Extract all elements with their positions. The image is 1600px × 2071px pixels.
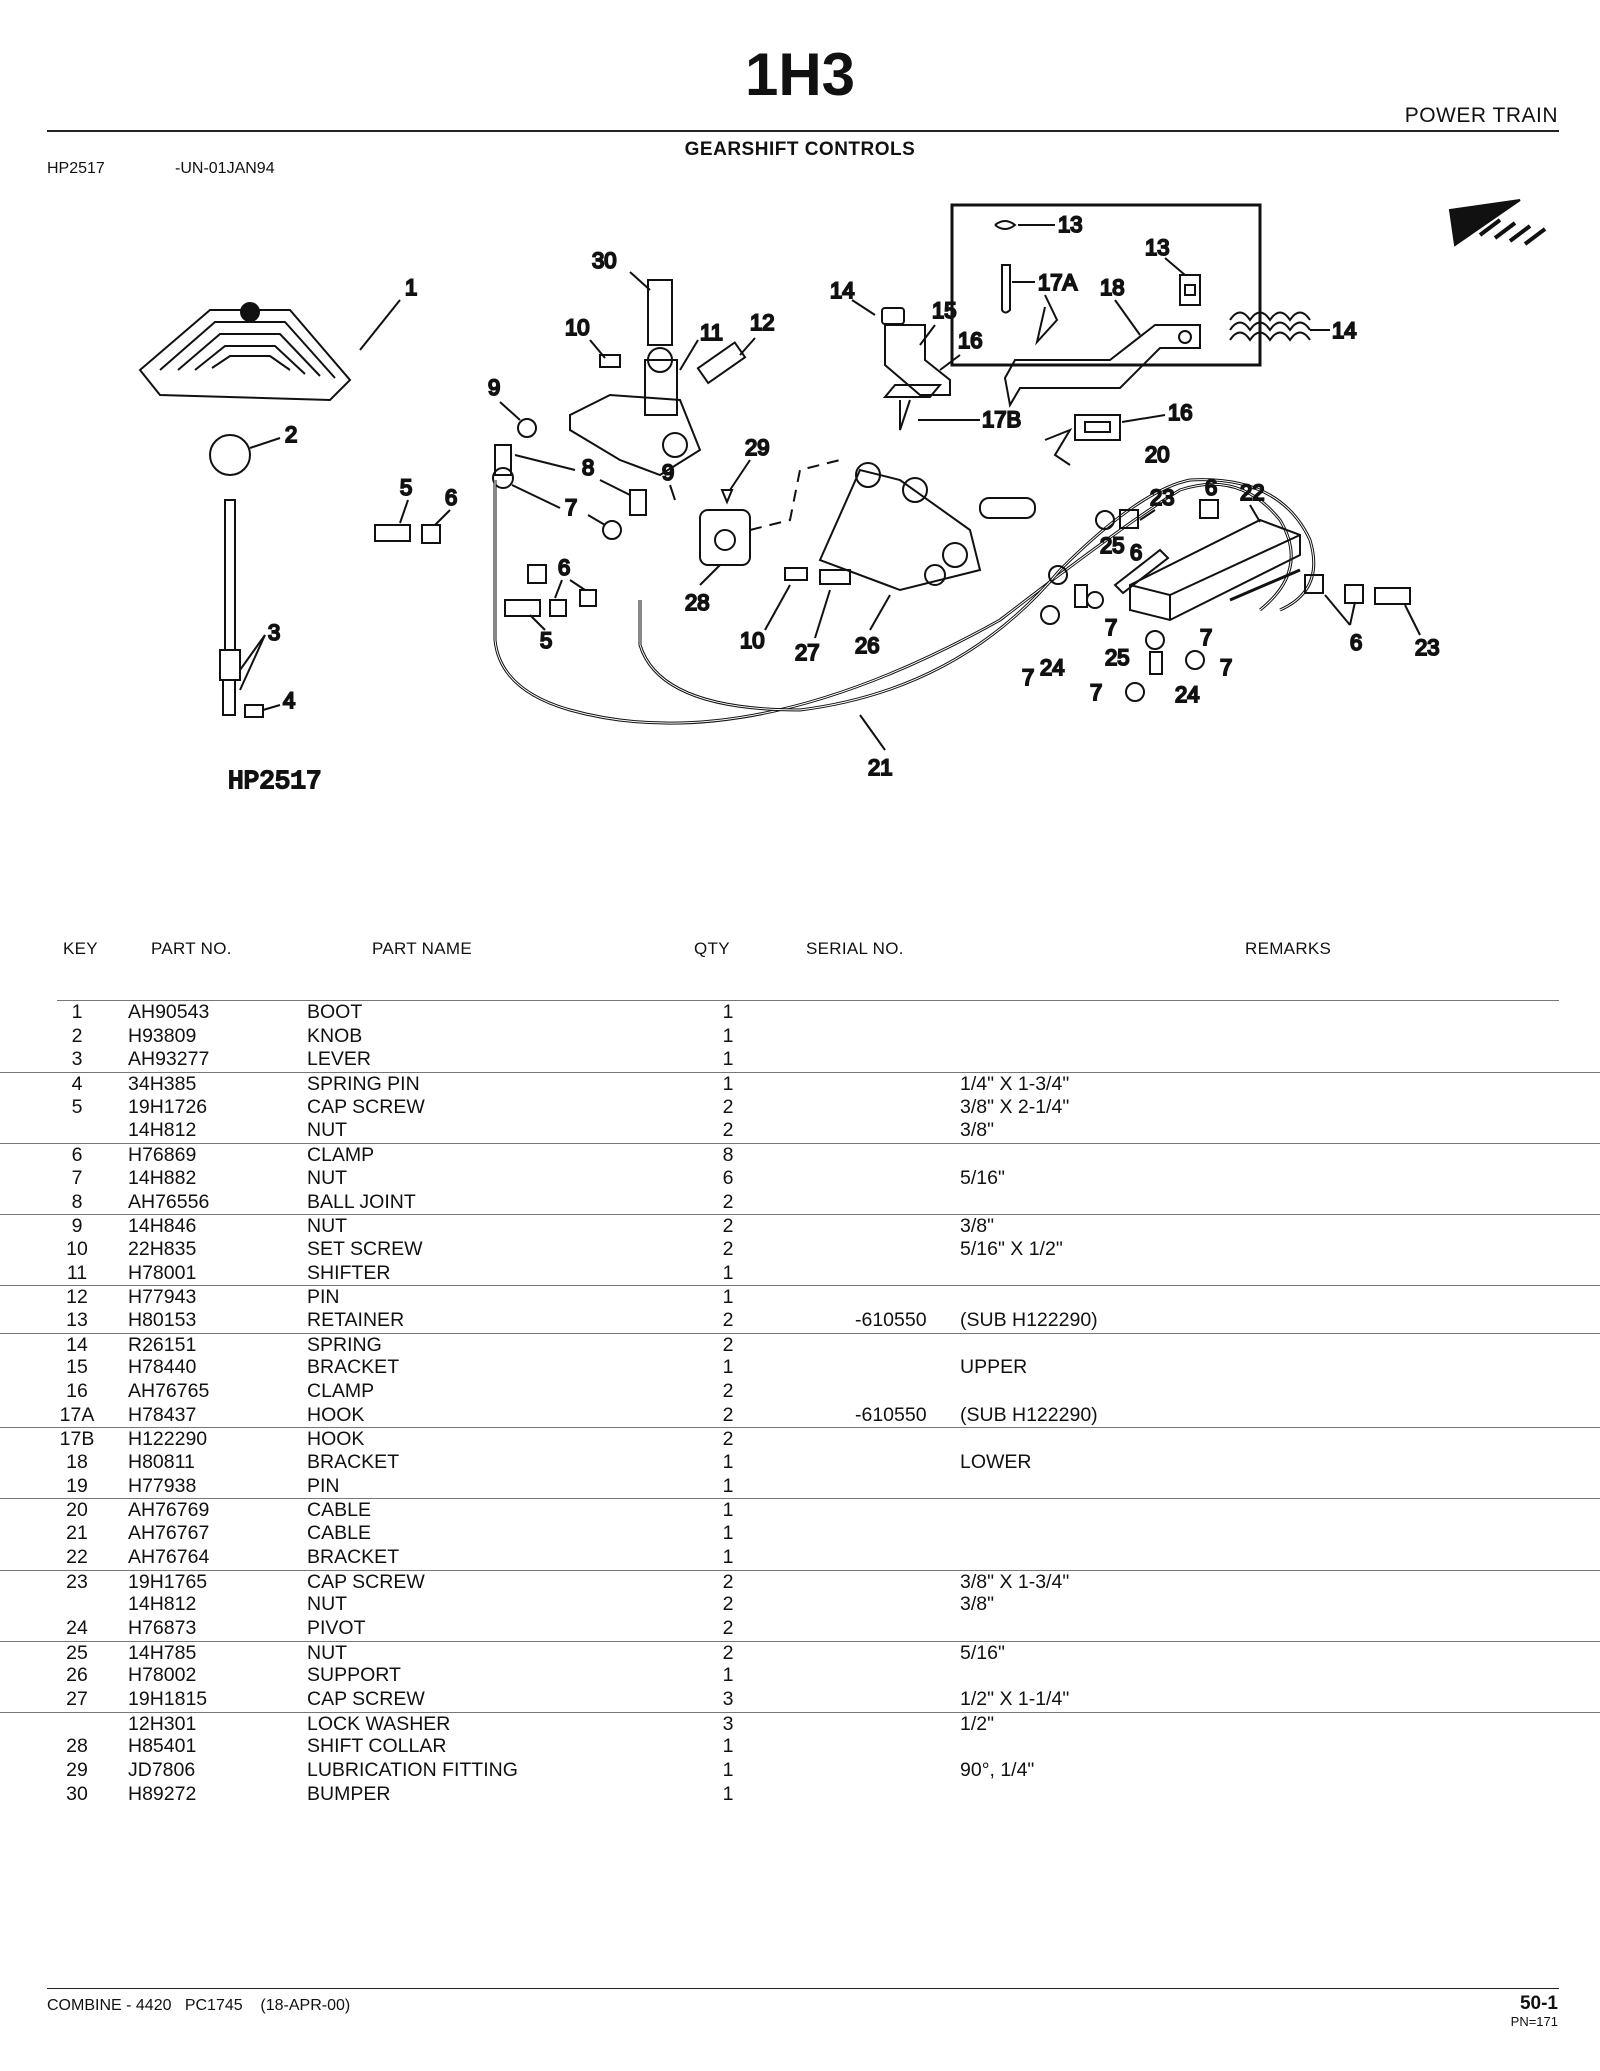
key-cell: 23 bbox=[66, 1570, 88, 1593]
serial-no-cell: -610550 bbox=[855, 1308, 927, 1331]
qty-cell: 2 bbox=[722, 1095, 734, 1118]
part-name-cell: NUT bbox=[307, 1215, 348, 1238]
callout-15: 15 bbox=[932, 298, 957, 323]
footer-divider bbox=[47, 1988, 1559, 1989]
part-name-cell: CAP SCREW bbox=[307, 1570, 425, 1593]
table-row bbox=[0, 1641, 1600, 1665]
key-cell: 1 bbox=[71, 1001, 83, 1023]
retainer-clip-icon bbox=[1180, 275, 1200, 305]
qty-cell: 2 bbox=[722, 1308, 734, 1331]
part-no-cell: H78440 bbox=[128, 1356, 197, 1379]
table-row bbox=[0, 1617, 1600, 1641]
spring-pin-icon bbox=[245, 705, 263, 717]
callout-12: 12 bbox=[750, 310, 775, 335]
remarks-cell: 3/8" bbox=[960, 1215, 995, 1238]
cable-icon bbox=[640, 480, 1314, 710]
table-row bbox=[0, 1143, 1600, 1167]
part-no-cell: H93809 bbox=[128, 1024, 197, 1047]
table-row bbox=[0, 1380, 1600, 1404]
part-name-cell: LEVER bbox=[307, 1048, 371, 1071]
column-header-key: KEY bbox=[63, 939, 98, 958]
part-no-cell: 14H812 bbox=[128, 1119, 197, 1142]
callout-27: 27 bbox=[795, 640, 820, 665]
part-no-cell: H80153 bbox=[128, 1308, 197, 1331]
table-row bbox=[0, 1001, 1600, 1025]
table-row bbox=[0, 1238, 1600, 1262]
key-cell: 12 bbox=[66, 1286, 88, 1309]
remarks-cell: 3/8" X 2-1/4" bbox=[960, 1095, 1070, 1118]
remarks-cell: 1/2" bbox=[960, 1712, 995, 1735]
part-name-cell: SHIFTER bbox=[307, 1261, 391, 1284]
callout-14: 14 bbox=[1332, 318, 1357, 343]
qty-cell: 1 bbox=[722, 1735, 734, 1758]
part-no-cell: JD7806 bbox=[128, 1759, 196, 1781]
key-cell: 17A bbox=[59, 1403, 95, 1426]
part-no-cell: 14H785 bbox=[128, 1641, 197, 1664]
part-no-cell: H78437 bbox=[128, 1403, 197, 1426]
part-name-cell: SET SCREW bbox=[307, 1237, 423, 1260]
hook-icon bbox=[1002, 265, 1010, 313]
table-row bbox=[0, 1570, 1600, 1594]
remarks-cell: 1/2" X 1-1/4" bbox=[960, 1687, 1070, 1710]
key-cell: 9 bbox=[71, 1215, 83, 1238]
callout-23: 23 bbox=[1415, 635, 1440, 660]
clamp-icon bbox=[885, 385, 940, 397]
callout-16: 16 bbox=[958, 328, 983, 353]
cap-screw-icon bbox=[1375, 588, 1410, 604]
key-cell: 2 bbox=[71, 1024, 83, 1047]
part-no-cell: H85401 bbox=[128, 1735, 197, 1758]
key-cell: 27 bbox=[66, 1687, 88, 1710]
key-cell: 26 bbox=[66, 1664, 88, 1687]
image-caption: HP2517 bbox=[228, 766, 322, 796]
table-row bbox=[0, 1783, 1600, 1807]
remarks-cell: LOWER bbox=[960, 1451, 1032, 1474]
part-no-cell: 12H301 bbox=[128, 1712, 197, 1735]
lever-icon bbox=[220, 500, 240, 715]
part-no-cell: H77943 bbox=[128, 1286, 197, 1309]
qty-cell: 1 bbox=[722, 1474, 734, 1497]
table-row bbox=[0, 1427, 1600, 1451]
part-name-cell: CABLE bbox=[307, 1522, 371, 1545]
nut-icon bbox=[603, 521, 621, 539]
callout-6: 6 bbox=[558, 555, 571, 580]
part-no-cell: H80811 bbox=[128, 1451, 195, 1474]
callout-6-right: 6 bbox=[1350, 630, 1363, 655]
bracket-22-icon bbox=[1130, 520, 1300, 620]
qty-cell: 1 bbox=[722, 1261, 734, 1284]
column-header-qty: QTY bbox=[694, 939, 730, 958]
key-cell: 6 bbox=[71, 1144, 83, 1167]
nut-icon bbox=[1041, 606, 1059, 624]
qty-cell: 2 bbox=[722, 1333, 734, 1356]
key-cell: 5 bbox=[71, 1095, 83, 1118]
part-name-cell: NUT bbox=[307, 1119, 348, 1142]
table-row bbox=[0, 1404, 1600, 1428]
remarks-cell: 5/16" bbox=[960, 1641, 1005, 1664]
callout-23: 23 bbox=[1150, 485, 1175, 510]
key-cell: 20 bbox=[66, 1499, 88, 1522]
part-name-cell: PIVOT bbox=[307, 1616, 366, 1639]
part-no-cell: H122290 bbox=[128, 1428, 208, 1451]
callout-6: 6 bbox=[445, 485, 458, 510]
qty-cell: 1 bbox=[722, 1545, 734, 1568]
set-screw-icon bbox=[785, 568, 807, 580]
qty-cell: 1 bbox=[722, 1024, 734, 1047]
part-no-cell: AH90543 bbox=[128, 1001, 210, 1023]
cap-screw-icon bbox=[820, 570, 850, 584]
callout-6: 6 bbox=[1205, 475, 1218, 500]
table-row bbox=[0, 1712, 1600, 1736]
section-label: POWER TRAIN bbox=[1404, 104, 1558, 127]
key-cell: 4 bbox=[71, 1073, 83, 1096]
part-no-cell: 19H1815 bbox=[128, 1687, 208, 1710]
qty-cell: 2 bbox=[722, 1190, 734, 1213]
part-name-cell: HOOK bbox=[307, 1428, 365, 1451]
qty-cell: 2 bbox=[722, 1641, 734, 1664]
table-row bbox=[0, 1593, 1600, 1617]
qty-cell: 3 bbox=[722, 1687, 734, 1710]
part-name-cell: CLAMP bbox=[307, 1380, 375, 1402]
remarks-cell: 3/8" bbox=[960, 1593, 995, 1616]
table-row bbox=[0, 1451, 1600, 1475]
table-row bbox=[0, 1475, 1600, 1499]
part-no-cell: H76869 bbox=[128, 1144, 197, 1167]
callout-21: 21 bbox=[868, 755, 893, 780]
part-no-cell: 34H385 bbox=[128, 1073, 197, 1096]
key-cell: 11 bbox=[66, 1261, 88, 1284]
callout-4: 4 bbox=[283, 688, 296, 713]
page-number: 50-1 bbox=[1519, 1993, 1558, 2014]
nut-icon bbox=[1186, 651, 1204, 669]
callout-1: 1 bbox=[405, 275, 418, 300]
part-name-cell: BOOT bbox=[307, 1001, 363, 1023]
key-cell: 28 bbox=[66, 1735, 88, 1758]
callout-9: 9 bbox=[662, 460, 675, 485]
parts-table bbox=[0, 1001, 1600, 1806]
callout-13: 13 bbox=[1058, 212, 1083, 237]
part-no-cell: H77938 bbox=[128, 1474, 197, 1497]
knob-icon bbox=[210, 435, 250, 475]
part-no-cell: 14H882 bbox=[128, 1166, 197, 1189]
pn-label: PN=171 bbox=[1510, 2014, 1558, 2029]
clamp-icon bbox=[1075, 415, 1120, 440]
table-row bbox=[0, 1664, 1600, 1688]
cap-screw-icon bbox=[375, 525, 410, 541]
table-row bbox=[0, 1522, 1600, 1546]
pin-icon bbox=[980, 498, 1035, 518]
part-no-cell: R26151 bbox=[128, 1333, 197, 1356]
pivot-icon bbox=[1075, 585, 1087, 607]
table-row bbox=[0, 1191, 1600, 1215]
qty-cell: 1 bbox=[722, 1356, 734, 1379]
figure-subtitle: GEARSHIFT CONTROLS bbox=[684, 139, 916, 160]
part-name-cell: CAP SCREW bbox=[307, 1687, 425, 1710]
callout-7: 7 bbox=[1105, 615, 1118, 640]
qty-cell: 1 bbox=[722, 1073, 734, 1096]
callout-7: 7 bbox=[565, 495, 578, 520]
part-no-cell: 19H1726 bbox=[128, 1095, 208, 1118]
key-cell: 22 bbox=[66, 1545, 88, 1568]
exploded-parts-diagram bbox=[100, 190, 1580, 940]
direction-arrow-icon bbox=[1450, 200, 1545, 245]
clamp-icon bbox=[528, 565, 546, 583]
qty-cell: 2 bbox=[722, 1119, 734, 1142]
qty-cell: 1 bbox=[722, 1759, 734, 1781]
table-row bbox=[0, 1119, 1600, 1143]
part-no-cell: H78002 bbox=[128, 1664, 197, 1687]
part-no-cell: AH76767 bbox=[128, 1522, 210, 1545]
serial-no-cell: -610550 bbox=[855, 1403, 927, 1426]
qty-cell: 2 bbox=[722, 1237, 734, 1260]
callout-9: 9 bbox=[488, 375, 501, 400]
table-row bbox=[0, 1309, 1600, 1333]
remarks-cell: 1/4" X 1-3/4" bbox=[960, 1073, 1070, 1096]
key-cell: 25 bbox=[66, 1641, 88, 1664]
part-name-cell: CABLE bbox=[307, 1499, 371, 1522]
callout-25: 25 bbox=[1100, 533, 1125, 558]
clamp-icon bbox=[422, 525, 440, 543]
qty-cell: 3 bbox=[722, 1712, 734, 1735]
qty-cell: 2 bbox=[722, 1380, 734, 1402]
callout-29: 29 bbox=[745, 435, 770, 460]
part-name-cell: BALL JOINT bbox=[307, 1190, 416, 1213]
key-cell: 19 bbox=[66, 1474, 88, 1497]
qty-cell: 1 bbox=[722, 1782, 734, 1805]
part-name-cell: HOOK bbox=[307, 1403, 365, 1426]
callout-24: 24 bbox=[1175, 682, 1200, 707]
cap-screw-icon bbox=[505, 600, 540, 616]
part-no-cell: H89272 bbox=[128, 1782, 197, 1805]
header-divider bbox=[47, 130, 1559, 132]
part-no-cell: 22H835 bbox=[128, 1237, 197, 1260]
callout-13: 13 bbox=[1145, 235, 1170, 260]
table-row bbox=[0, 1688, 1600, 1712]
part-no-cell: H76873 bbox=[128, 1616, 197, 1639]
callout-28: 28 bbox=[685, 590, 710, 615]
table-row bbox=[0, 1048, 1600, 1072]
part-no-cell: 14H846 bbox=[128, 1215, 197, 1238]
table-row bbox=[0, 1759, 1600, 1783]
part-no-cell: AH76765 bbox=[128, 1380, 210, 1402]
part-name-cell: CAP SCREW bbox=[307, 1095, 425, 1118]
key-cell: 17B bbox=[59, 1428, 95, 1451]
spring-icon bbox=[882, 308, 904, 324]
qty-cell: 2 bbox=[722, 1403, 734, 1426]
part-name-cell: BUMPER bbox=[307, 1782, 391, 1805]
part-name-cell: PIN bbox=[307, 1474, 340, 1497]
part-name-cell: SPRING PIN bbox=[307, 1073, 420, 1096]
spring-icon bbox=[1230, 313, 1310, 341]
callout-16: 16 bbox=[1168, 400, 1193, 425]
clamp-icon bbox=[550, 600, 566, 616]
callout-17B: 17B bbox=[982, 407, 1022, 432]
key-cell: 16 bbox=[66, 1380, 88, 1402]
part-name-cell: NUT bbox=[307, 1593, 348, 1616]
page-title: 1H3 bbox=[744, 41, 856, 108]
part-name-cell: SHIFT COLLAR bbox=[307, 1735, 447, 1758]
figure-id: HP2517 bbox=[47, 160, 105, 177]
retainer-icon bbox=[995, 221, 1015, 229]
key-cell: 30 bbox=[66, 1782, 88, 1805]
qty-cell: 6 bbox=[722, 1166, 734, 1189]
shift-collar-icon bbox=[700, 510, 750, 565]
part-no-cell: AH76769 bbox=[128, 1499, 210, 1522]
table-row bbox=[0, 1167, 1600, 1191]
hook-icon bbox=[900, 400, 910, 430]
pin-icon bbox=[698, 342, 745, 383]
qty-cell: 1 bbox=[722, 1048, 734, 1071]
table-row bbox=[0, 1262, 1600, 1286]
callout-14: 14 bbox=[830, 278, 855, 303]
part-name-cell: LOCK WASHER bbox=[307, 1712, 451, 1735]
qty-cell: 1 bbox=[722, 1451, 734, 1474]
part-no-cell: AH76764 bbox=[128, 1545, 210, 1568]
table-row bbox=[0, 1735, 1600, 1759]
key-cell: 15 bbox=[66, 1356, 88, 1379]
table-row bbox=[0, 1072, 1600, 1096]
qty-cell: 2 bbox=[722, 1616, 734, 1639]
callout-22: 22 bbox=[1240, 480, 1265, 505]
part-no-cell: H78001 bbox=[128, 1261, 197, 1284]
column-header-part-no: PART NO. bbox=[151, 939, 232, 958]
callout-11: 11 bbox=[700, 320, 723, 345]
callout-2: 2 bbox=[285, 422, 298, 447]
key-cell: 29 bbox=[66, 1759, 88, 1781]
remarks-cell: 3/8" bbox=[960, 1119, 995, 1142]
figure-code: -UN-01JAN94 bbox=[175, 160, 275, 177]
key-cell: 18 bbox=[66, 1451, 88, 1474]
part-name-cell: BRACKET bbox=[307, 1545, 400, 1568]
clamp-icon bbox=[580, 590, 596, 606]
clamp-icon bbox=[1200, 500, 1218, 518]
part-name-cell: LUBRICATION FITTING bbox=[307, 1759, 518, 1781]
qty-cell: 1 bbox=[722, 1664, 734, 1687]
part-name-cell: KNOB bbox=[307, 1024, 363, 1047]
table-row bbox=[0, 1498, 1600, 1522]
boot-icon bbox=[140, 303, 350, 400]
footer-info: COMBINE - 4420 PC1745 (18-APR-00) bbox=[47, 1997, 351, 2014]
qty-cell: 1 bbox=[722, 1499, 734, 1522]
nut-icon bbox=[518, 419, 536, 437]
lubrication-fitting-icon bbox=[722, 490, 732, 502]
remarks-cell: 5/16" X 1/2" bbox=[960, 1237, 1063, 1260]
column-header-remarks: REMARKS bbox=[1245, 939, 1332, 958]
qty-cell: 2 bbox=[722, 1215, 734, 1238]
part-name-cell: PIN bbox=[307, 1286, 340, 1309]
key-cell: 10 bbox=[66, 1237, 88, 1260]
table-row bbox=[0, 1546, 1600, 1570]
table-row bbox=[0, 1096, 1600, 1120]
part-no-cell: 19H1765 bbox=[128, 1570, 208, 1593]
key-cell: 14 bbox=[66, 1333, 88, 1356]
table-row bbox=[0, 1285, 1600, 1309]
remarks-cell: UPPER bbox=[960, 1356, 1028, 1379]
qty-cell: 8 bbox=[722, 1144, 734, 1167]
callout-25: 25 bbox=[1105, 645, 1130, 670]
remarks-cell: (SUB H122290) bbox=[960, 1403, 1098, 1426]
part-name-cell: SUPPORT bbox=[307, 1664, 401, 1687]
remarks-cell: (SUB H122290) bbox=[960, 1308, 1098, 1331]
callout-17A: 17A bbox=[1038, 270, 1078, 295]
key-cell: 13 bbox=[66, 1308, 88, 1331]
pivot-icon bbox=[1150, 652, 1162, 674]
remarks-cell: 5/16" bbox=[960, 1166, 1005, 1189]
key-cell: 3 bbox=[71, 1048, 83, 1071]
bumper-icon bbox=[648, 280, 672, 345]
part-name-cell: SPRING bbox=[307, 1333, 382, 1356]
callout-10: 10 bbox=[565, 315, 590, 340]
part-name-cell: BRACKET bbox=[307, 1451, 400, 1474]
callout-7: 7 bbox=[1200, 625, 1213, 650]
part-name-cell: NUT bbox=[307, 1641, 348, 1664]
callout-10: 10 bbox=[740, 628, 765, 653]
part-name-cell: CLAMP bbox=[307, 1144, 375, 1167]
part-name-cell: BRACKET bbox=[307, 1356, 400, 1379]
nut-icon bbox=[1146, 631, 1164, 649]
key-cell: 21 bbox=[66, 1522, 88, 1545]
nut-icon bbox=[1126, 683, 1144, 701]
callout-7: 7 bbox=[1220, 655, 1233, 680]
column-header-part-name: PART NAME bbox=[372, 939, 473, 958]
nut-icon bbox=[1087, 592, 1103, 608]
callout-30: 30 bbox=[592, 248, 617, 273]
part-name-cell: NUT bbox=[307, 1166, 348, 1189]
part-no-cell: AH76556 bbox=[128, 1190, 210, 1213]
callout-3: 3 bbox=[268, 620, 281, 645]
callout-18: 18 bbox=[1100, 275, 1125, 300]
callout-24: 24 bbox=[1040, 655, 1065, 680]
clamp-icon bbox=[1345, 585, 1363, 603]
part-name-cell: RETAINER bbox=[307, 1308, 405, 1331]
callout-8: 8 bbox=[582, 455, 595, 480]
callout-7: 7 bbox=[1090, 680, 1103, 705]
callout-6: 6 bbox=[1130, 540, 1143, 565]
qty-cell: 2 bbox=[722, 1428, 734, 1451]
key-cell: 7 bbox=[71, 1166, 83, 1189]
part-no-cell: 14H812 bbox=[128, 1593, 197, 1616]
nut-icon bbox=[1096, 511, 1114, 529]
table-row bbox=[0, 1356, 1600, 1380]
qty-cell: 2 bbox=[722, 1570, 734, 1593]
qty-cell: 2 bbox=[722, 1593, 734, 1616]
qty-cell: 1 bbox=[722, 1522, 734, 1545]
key-cell: 8 bbox=[71, 1190, 83, 1213]
ball-joint-icon bbox=[630, 490, 646, 515]
table-row bbox=[0, 1025, 1600, 1049]
qty-cell: 1 bbox=[722, 1286, 734, 1309]
part-no-cell: AH93277 bbox=[128, 1048, 210, 1071]
table-row bbox=[0, 1214, 1600, 1238]
table-row bbox=[0, 1333, 1600, 1357]
callout-26: 26 bbox=[855, 633, 880, 658]
key-cell: 24 bbox=[66, 1616, 88, 1639]
remarks-cell: 90°, 1/4" bbox=[960, 1759, 1035, 1781]
callout-7: 7 bbox=[1022, 665, 1035, 690]
callout-5: 5 bbox=[400, 475, 413, 500]
column-header-serial-no: SERIAL NO. bbox=[806, 939, 904, 958]
remarks-cell: 3/8" X 1-3/4" bbox=[960, 1570, 1070, 1593]
callout-5: 5 bbox=[540, 628, 553, 653]
qty-cell: 1 bbox=[722, 1001, 734, 1023]
callout-20: 20 bbox=[1145, 442, 1170, 467]
